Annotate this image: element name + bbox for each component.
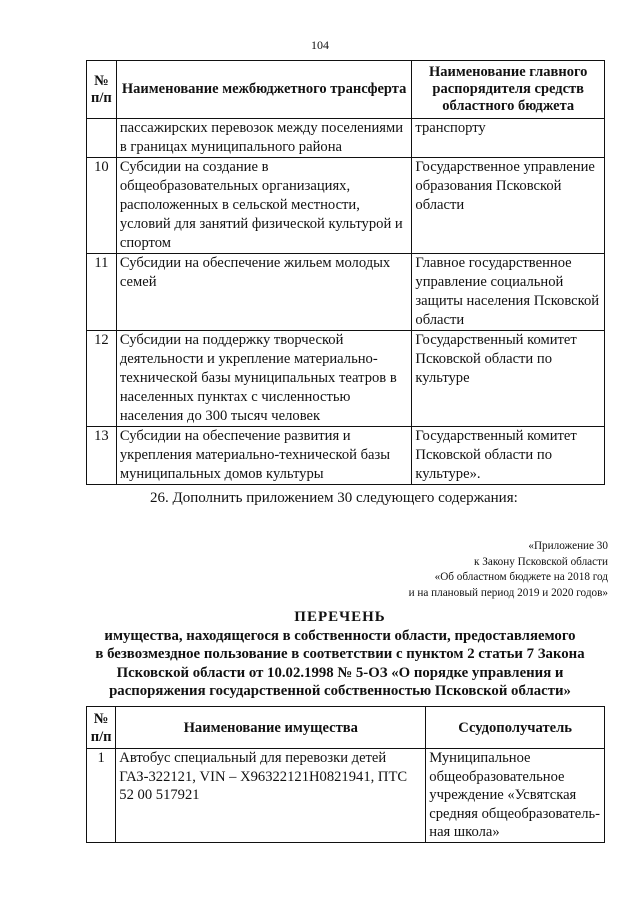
header-borrower: Ссудополучатель (426, 707, 605, 749)
title-line: Псковской области от 10.02.1998 № 5-ОЗ «О порядке управления и (116, 664, 564, 681)
amendment-paragraph: 26. Дополнить приложением 30 следующего содержания: (150, 490, 518, 506)
table-row (87, 427, 605, 485)
table-row (87, 119, 605, 158)
row-manager: Государственный комитет Псковской области по культуре (412, 331, 605, 427)
header-transfer-name: Наименование межбюджетного трансферта (116, 61, 412, 119)
row-property-name: Автобус специальный для перевозки детей ГАЗ-322121, VIN – Х96322121Н0821941, ПТС 52 00 517921 (116, 749, 426, 843)
appendix-line: «Об областном бюджете на 2018 год (434, 571, 608, 583)
title-line: в безвозмездное пользование в соответствии с пунктом 2 статьи 7 Закона (95, 646, 585, 662)
transfers-table (86, 60, 605, 485)
title-heading: ПЕРЕЧЕНЬ (294, 609, 386, 625)
table-row (87, 158, 605, 254)
row-num (87, 119, 117, 158)
row-transfer-name: Субсидии на поддержку творческой деятельности и укрепление материально-технической базы муниципальных театров в населенных пунктах с численностью населения до 300 тысяч человек (116, 331, 412, 427)
table-header-row (87, 61, 605, 119)
row-transfer-name: Субсидии на обеспечение жильем молодых семей (116, 254, 412, 331)
row-borrower: Муниципальное общеобразовательное учреждение «Усвятская средняя общеобразователь-ная школа» (426, 749, 605, 843)
row-transfer-name: Субсидии на обеспечение развития и укрепления материально-технической базы муниципальных домов культуры (116, 427, 412, 485)
row-manager: Государственное управление образования Псковской области (412, 158, 605, 254)
header-manager: Наименование главного распорядителя средств областного бюджета (412, 61, 605, 119)
row-manager: Государственный комитет Псковской области по культуре». (412, 427, 605, 485)
header-num: № п/п (87, 707, 116, 749)
table-row (87, 331, 605, 427)
row-num: 1 (87, 749, 116, 843)
document-title (60, 608, 620, 701)
row-transfer-name: пассажирских перевозок между поселениями в границах муниципального района (116, 119, 412, 158)
property-table (86, 706, 605, 843)
row-manager: транспорту (412, 119, 605, 158)
row-num: 10 (87, 158, 117, 254)
appendix-reference (248, 539, 608, 601)
row-manager: Главное государственное управление социальной защиты населения Псковской области (412, 254, 605, 331)
appendix-line: «Приложение 30 (528, 540, 608, 552)
row-num: 12 (87, 331, 117, 427)
row-num: 13 (87, 427, 117, 485)
header-num: № п/п (87, 61, 117, 119)
row-num: 11 (87, 254, 117, 331)
table-row (87, 749, 605, 843)
page-number: 104 (311, 38, 329, 52)
row-transfer-name: Субсидии на создание в общеобразовательных организациях, расположенных в сельской местности, условий для занятий физической культурой и спортом (116, 158, 412, 254)
table-row (87, 254, 605, 331)
header-property-name: Наименование имущества (116, 707, 426, 749)
table-header-row (87, 707, 605, 749)
appendix-line: и на плановый период 2019 и 2020 годов» (408, 586, 608, 599)
title-line: распоряжения государственной собственностью Псковской области» (109, 683, 571, 699)
appendix-line: к Закону Псковской области (474, 555, 608, 568)
title-line: имущества, находящегося в собственности области, предоставляемого (104, 627, 576, 644)
